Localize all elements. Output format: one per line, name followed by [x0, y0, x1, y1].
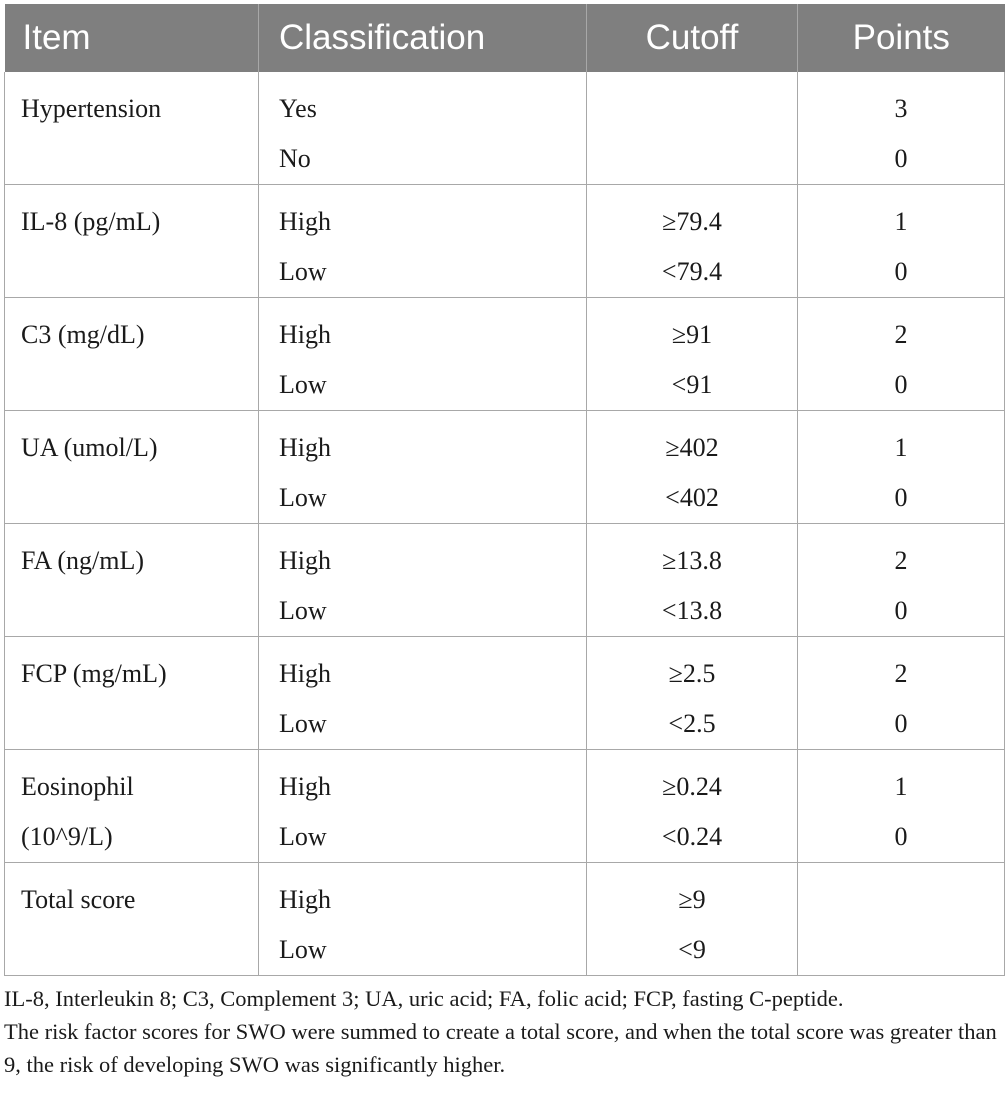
cell-points-line: 2 [894, 659, 908, 688]
cell-cutoff-line: <13.8 [661, 596, 723, 625]
cell-classification-line: Yes [279, 94, 317, 123]
cell-cutoff-line: ≥0.24 [662, 772, 722, 801]
cell-classification-line: High [279, 659, 331, 688]
cell-points-line: 1 [894, 433, 908, 462]
cell-points [798, 637, 1005, 750]
cell-classification [259, 524, 587, 637]
cell-classification [259, 637, 587, 750]
cell-item-line: IL-8 (pg/mL) [21, 207, 161, 236]
table-footnote [4, 982, 1004, 1081]
cell-points-line: 2 [894, 546, 908, 575]
cell-cutoff [587, 298, 798, 411]
cell-cutoff-line: ≥79.4 [662, 207, 722, 236]
table-row [5, 411, 1005, 524]
cell-item-line: UA (umol/L) [21, 433, 158, 462]
cell-classification-line: High [279, 772, 331, 801]
cell-cutoff-line: ≥9 [678, 885, 706, 914]
cell-classification-line: High [279, 546, 331, 575]
cell-cutoff [587, 637, 798, 750]
cell-cutoff [587, 863, 798, 976]
cell-cutoff-line: ≥91 [671, 320, 713, 349]
cell-item-line: Total score [21, 885, 136, 914]
cell-item [5, 750, 259, 863]
table-row [5, 750, 1005, 863]
cell-classification-line: Low [279, 822, 327, 851]
cell-classification [259, 72, 587, 185]
cell-points [798, 411, 1005, 524]
cell-cutoff [587, 524, 798, 637]
header-cutoff: Cutoff [587, 4, 798, 72]
cell-classification [259, 411, 587, 524]
cell-cutoff-line [587, 84, 797, 134]
table-row [5, 298, 1005, 411]
cell-classification-line: Low [279, 935, 327, 964]
cell-cutoff [587, 185, 798, 298]
cell-cutoff-line: <2.5 [668, 709, 716, 738]
cell-item-line: FA (ng/mL) [21, 546, 145, 575]
cell-classification-line: High [279, 207, 331, 236]
footnote-abbreviations: IL-8, Interleukin 8; C3, Complement 3; UA, uric acid; FA, folic acid; FCP, fasting C-peptide. [4, 986, 844, 1011]
table-header-row [5, 4, 1005, 72]
cell-classification-line: Low [279, 596, 327, 625]
cell-classification-line: No [279, 144, 311, 173]
cell-points-line: 0 [894, 822, 908, 851]
cell-points-line: 3 [894, 94, 908, 123]
cell-classification-line: High [279, 320, 331, 349]
table-row [5, 524, 1005, 637]
cell-cutoff-line: ≥13.8 [662, 546, 722, 575]
cell-classification [259, 185, 587, 298]
cell-points-line: 0 [894, 257, 908, 286]
footnote-note: The risk factor scores for SWO were summed to create a total score, and when the total score was greater than 9, the risk of developing SWO was significantly higher. [4, 1019, 997, 1077]
cell-cutoff [587, 72, 798, 185]
cell-points-line: 1 [894, 772, 908, 801]
cell-cutoff-line: <91 [671, 370, 713, 399]
cell-classification [259, 750, 587, 863]
cell-classification-line: Low [279, 709, 327, 738]
cell-points [798, 863, 1005, 976]
cell-item [5, 72, 259, 185]
cell-points-line: 0 [894, 709, 908, 738]
cell-points [798, 524, 1005, 637]
cell-points-line: 0 [894, 144, 908, 173]
table-row [5, 72, 1005, 185]
cell-cutoff-line: <402 [665, 483, 719, 512]
cell-cutoff [587, 411, 798, 524]
risk-score-table [4, 4, 1005, 976]
cell-points-line [798, 925, 1004, 975]
cell-item [5, 185, 259, 298]
cell-points [798, 72, 1005, 185]
header-classification: Classification [259, 4, 587, 72]
cell-points-line: 0 [894, 596, 908, 625]
cell-classification-line: Low [279, 483, 327, 512]
cell-item [5, 411, 259, 524]
table-row [5, 185, 1005, 298]
cell-item [5, 524, 259, 637]
cell-cutoff-line: <9 [678, 935, 706, 964]
cell-points [798, 185, 1005, 298]
cell-classification-line: Low [279, 257, 327, 286]
cell-points-line: 2 [894, 320, 908, 349]
cell-item [5, 863, 259, 976]
cell-points-line: 0 [894, 370, 908, 399]
cell-item-line: FCP (mg/mL) [21, 659, 167, 688]
table-row [5, 863, 1005, 976]
cell-classification [259, 298, 587, 411]
cell-item-line: Eosinophil [21, 772, 134, 801]
cell-item-line: Hypertension [21, 94, 162, 123]
cell-item [5, 637, 259, 750]
cell-cutoff-line: ≥402 [665, 433, 719, 462]
cell-points-line: 1 [894, 207, 908, 236]
cell-classification-line: High [279, 885, 331, 914]
cell-classification-line: Low [279, 370, 327, 399]
cell-cutoff-line [587, 134, 797, 184]
cell-points-line [798, 875, 1004, 925]
header-points: Points [798, 4, 1005, 72]
cell-item-line: (10^9/L) [21, 822, 113, 851]
table-row [5, 637, 1005, 750]
cell-cutoff-line: <0.24 [661, 822, 723, 851]
header-item: Item [5, 4, 259, 72]
cell-classification [259, 863, 587, 976]
cell-item-line: C3 (mg/dL) [21, 320, 145, 349]
cell-classification-line: High [279, 433, 331, 462]
cell-cutoff-line: <79.4 [661, 257, 723, 286]
cell-points [798, 750, 1005, 863]
cell-cutoff [587, 750, 798, 863]
cell-points [798, 298, 1005, 411]
cell-cutoff-line: ≥2.5 [668, 659, 716, 688]
cell-points-line: 0 [894, 483, 908, 512]
cell-item [5, 298, 259, 411]
